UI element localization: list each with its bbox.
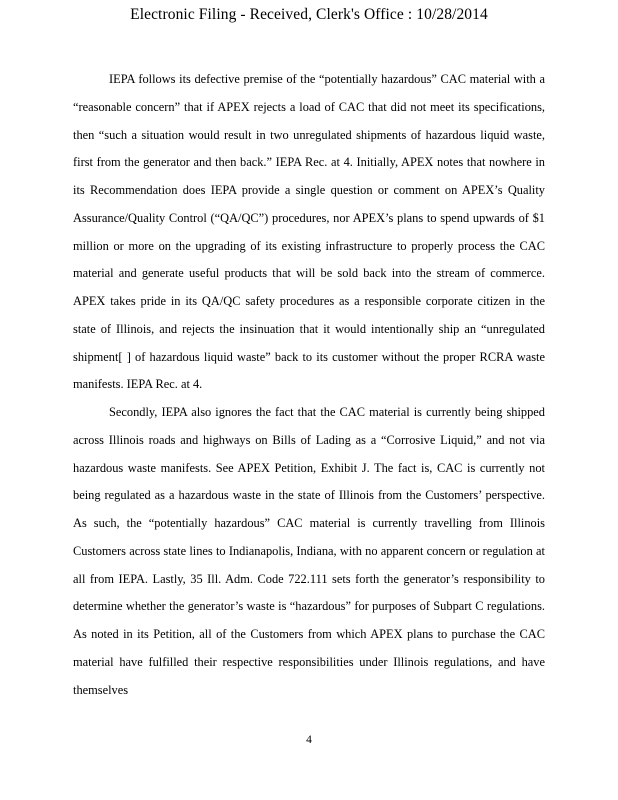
page-number: 4 [306, 734, 312, 746]
filing-header: Electronic Filing - Received, Clerk's Office : 10/28/2014 [130, 6, 488, 23]
paragraph-1: IEPA follows its defective premise of the “potentially hazardous” CAC material with a “reasonable concern” that if APEX rejects a load of CAC that did not meet its specifications, then “such a situation would result in two unregulated shipments of hazardous liquid waste, first from the generator and then back.” IEPA Rec. at 4. Initially, APEX notes that nowhere in its Recommendation does IEPA provide a single question or comment on APEX’s Quality Assurance/Quality Control (“QA/QC”) procedures, nor APEX’s plans to spend upwards of $1 million or more on the upgrading of its existing infrastructure to properly process the CAC material and generate useful products that will be sold back into the stream of commerce. APEX takes pride in its QA/QC safety procedures as a responsible corporate citizen in the state of Illinois, and rejects the insinuation that it would intentionally ship an “unregulated shipment[ ] of hazardous liquid waste” back to its customer without the proper RCRA waste manifests. IEPA Rec. at 4. [73, 72, 545, 392]
paragraph-2: Secondly, IEPA also ignores the fact that the CAC material is currently being shipped across Illinois roads and highways on Bills of Lading as a “Corrosive Liquid,” and not via hazardous waste manifests. See APEX Petition, Exhibit J. The fact is, CAC is currently not being regulated as a hazardous waste in the state of Illinois from the Customers’ perspective. As such, the “potentially hazardous” CAC material is currently travelling from Illinois Customers across state lines to Indianapolis, Indiana, with no apparent concern or regulation at all from IEPA. Lastly, 35 Ill. Adm. Code 722.111 sets forth the generator’s responsibility to determine whether the generator’s waste is “hazardous” for purposes of Subpart C regulations. As noted in its Petition, all of the Customers from which APEX plans to purchase the CAC material have fulfilled their respective responsibilities under Illinois regulations, and have themselves [73, 405, 545, 697]
document-body [73, 66, 545, 704]
